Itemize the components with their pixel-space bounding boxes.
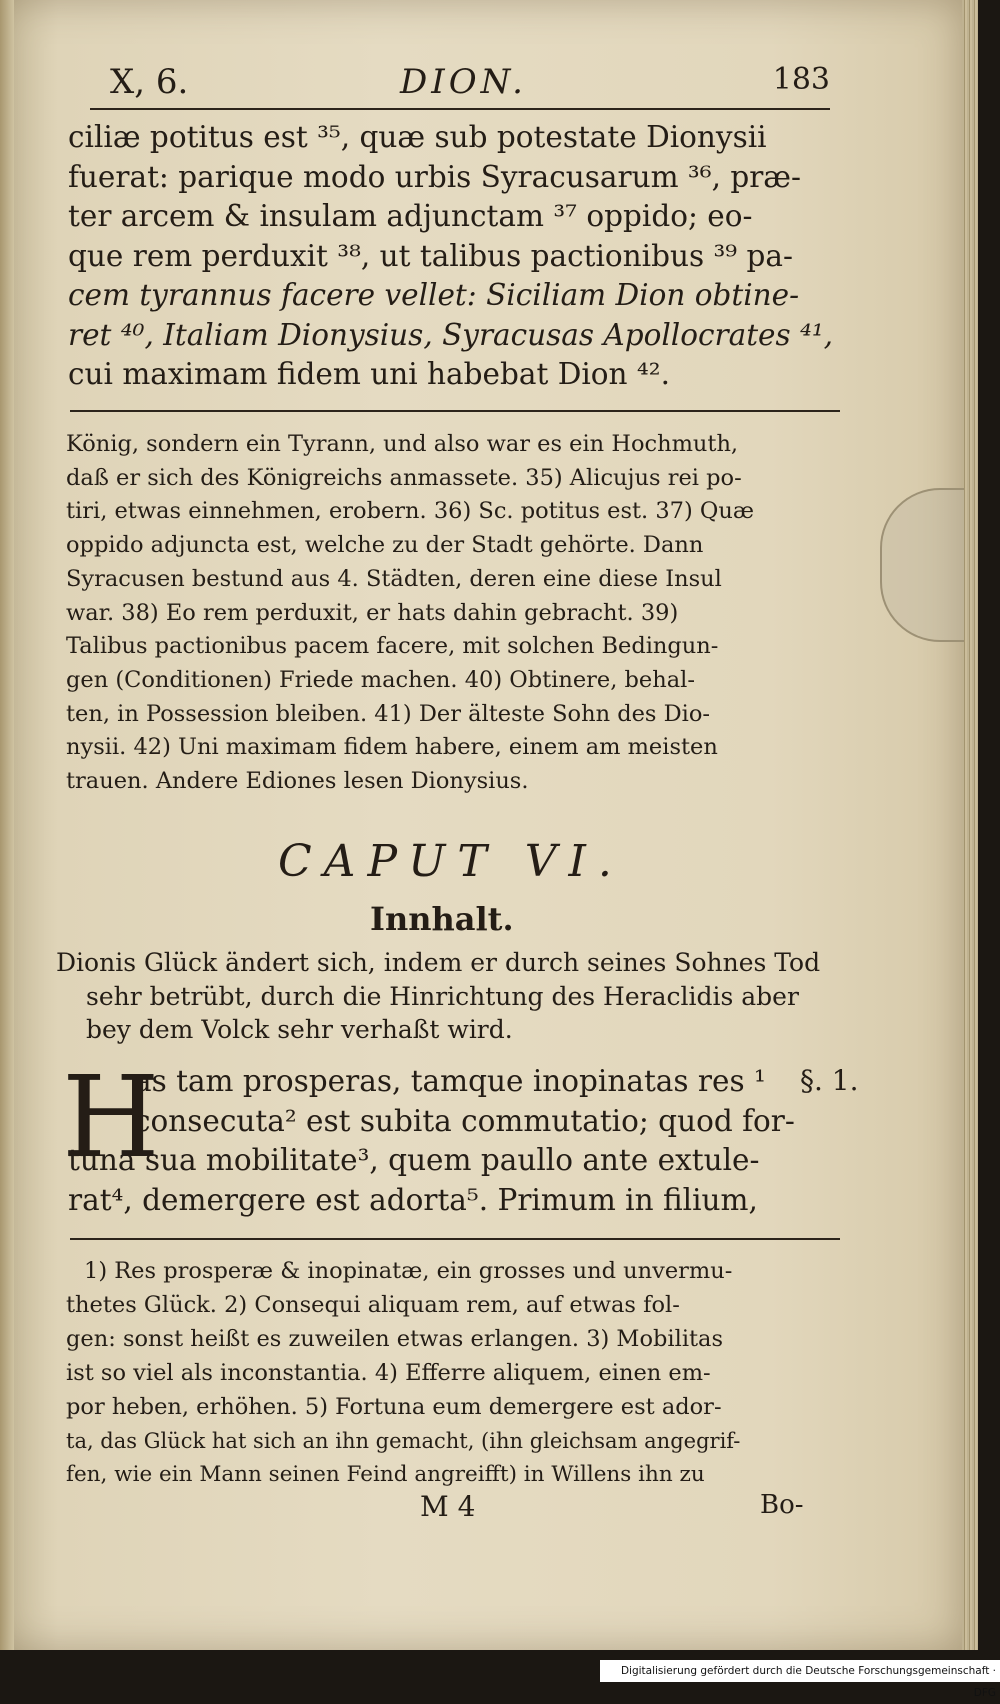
note-line: Syracusen bestund aus 4. Städten, deren eine diese Insul bbox=[66, 565, 722, 592]
header-rule bbox=[90, 108, 830, 110]
summary-line: bey dem Volck sehr verhaßt wird. bbox=[86, 1015, 513, 1044]
main-line: cui maximam fidem uni habebat Dion ⁴². bbox=[68, 357, 670, 391]
note-line: gen: sonst heißt es zuweilen etwas erlangen. 3) Mobilitas bbox=[66, 1326, 724, 1352]
note-line: thetes Glück. 2) Consequi aliquam rem, auf etwas fol- bbox=[66, 1292, 680, 1318]
section-mark: §. 1. bbox=[800, 1064, 859, 1097]
note-line: oppido adjuncta est, welche zu der Stadt gehörte. Dann bbox=[66, 532, 704, 559]
note-line: ist so viel als inconstantia. 4) Efferre aliquem, einen em- bbox=[66, 1360, 711, 1386]
note-line: ten, in Possession bleiben. 41) Der älteste Sohn des Dio- bbox=[66, 700, 711, 727]
note-line: war. 38) Eo rem perduxit, er hats dahin gebracht. 39) bbox=[66, 599, 679, 626]
main-line: ciliæ potitus est ³⁵, quæ sub potestate Dionysii bbox=[68, 120, 767, 154]
footer-credit: Digitalisierung gefördert durch die Deutsche Forschungsgemeinschaft · DFG bbox=[600, 1660, 1000, 1682]
note-line: fen, wie ein Mann seinen Feind angreifft) in Willens ihn zu bbox=[66, 1462, 705, 1487]
note-line: 1) Res prosperæ & inopinatæ, ein grosses und unvermu- bbox=[84, 1258, 733, 1284]
main-line: ret ⁴⁰, Italiam Dionysius, Syracusas Apollocrates ⁴¹, bbox=[68, 317, 834, 352]
main-line: que rem perduxit ³⁸, ut talibus pactionibus ³⁹ pa- bbox=[68, 238, 793, 273]
note-line: trauen. Andere Ediones lesen Dionysius. bbox=[66, 768, 529, 795]
main-text bbox=[68, 118, 833, 395]
main-line: cem tyrannus facere vellet: Siciliam Dion obtine- bbox=[68, 278, 800, 312]
running-header bbox=[110, 62, 830, 106]
notes-rule-top bbox=[70, 410, 840, 412]
note-line: por heben, erhöhen. 5) Fortuna eum demergere est ador- bbox=[66, 1394, 722, 1420]
main-line: fuerat: parique modo urbis Syracusarum ³⁶, præ- bbox=[68, 159, 802, 194]
notes-rule-bottom bbox=[70, 1238, 840, 1240]
note-line: ta, das Glück hat sich an ihn gemacht, (ihn gleichsam angegrif- bbox=[66, 1429, 741, 1453]
note-line: gen (Conditionen) Friede machen. 40) Obtinere, behal- bbox=[66, 666, 695, 693]
signature-mark: M 4 bbox=[420, 1490, 476, 1523]
note-line: daß er sich des Königreichs anmassete. 35) Alicujus rei po- bbox=[66, 464, 742, 491]
summary-heading: Innhalt. bbox=[370, 900, 514, 938]
page-number: 183 bbox=[772, 62, 830, 97]
footnotes-bottom bbox=[66, 1254, 740, 1492]
chapter-text bbox=[68, 1062, 795, 1220]
chapter-line: as tam prosperas, tamque inopinatas res ¹ bbox=[134, 1064, 766, 1098]
note-line: tiri, etwas einnehmen, erobern. 36) Sc. potitus est. 37) Quæ bbox=[66, 498, 755, 525]
note-line: König, sondern ein Tyrann, und also war es ein Hochmuth, bbox=[66, 431, 739, 457]
note-line: Talibus pactionibus pacem facere, mit solchen Bedingun- bbox=[66, 633, 719, 660]
page-edge bbox=[962, 0, 978, 1650]
summary-line: Dionis Glück ändert sich, indem er durch seines Sohnes Tod bbox=[56, 948, 821, 977]
summary-line: sehr betrübt, durch die Hinrichtung des Heraclidis aber bbox=[86, 981, 799, 1011]
main-line: ter arcem & insulam adjunctam ³⁷ oppido; eo- bbox=[68, 199, 753, 233]
drop-cap: H bbox=[62, 1053, 160, 1183]
header-section: X, 6. bbox=[110, 62, 189, 102]
chapter-summary bbox=[56, 946, 820, 1047]
chapter-line: rat⁴, demergere est adorta⁵. Primum in filium, bbox=[68, 1182, 758, 1217]
chapter-title: CAPUT VI. bbox=[278, 836, 624, 887]
note-line: nysii. 42) Uni maximam fidem habere, einem am meisten bbox=[66, 734, 718, 761]
footnotes-top bbox=[66, 428, 754, 799]
catchword: Bo- bbox=[760, 1490, 804, 1520]
chapter-line: tuna sua mobilitate³, quem paullo ante extule- bbox=[68, 1143, 760, 1177]
page-gutter bbox=[0, 0, 14, 1650]
header-title: DION. bbox=[400, 62, 527, 102]
chapter-line: consecuta² est subita commutatio; quod for- bbox=[134, 1103, 795, 1138]
bookmark-ribbon bbox=[880, 488, 964, 642]
